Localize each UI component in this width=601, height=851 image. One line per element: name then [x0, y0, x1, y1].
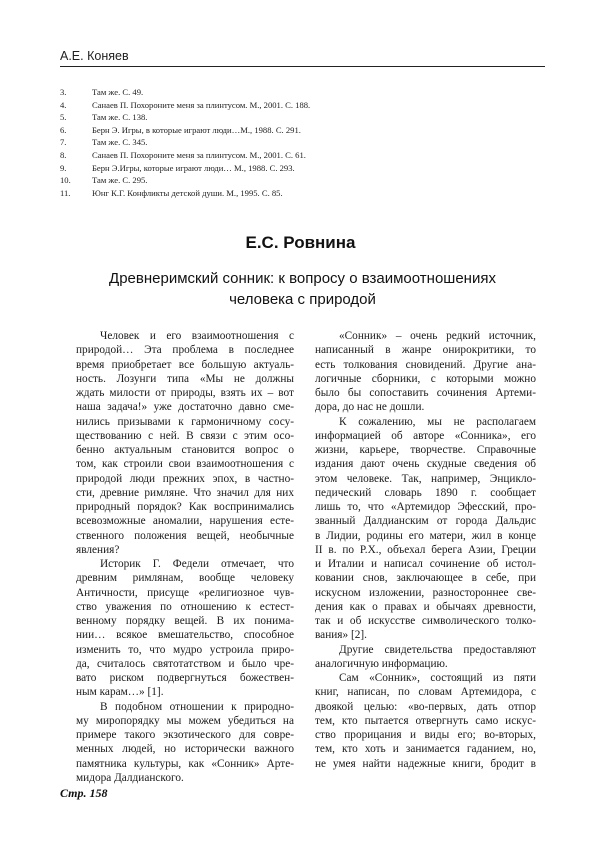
text-line: время приобретает все большую актуаль- [76, 358, 294, 371]
text-line: ковании снов, заключающее в себе, при [315, 572, 536, 585]
text-line: званный Далдианским от города Дальдис [315, 515, 536, 528]
text-line: природой люди прежних эпох, в частно- [76, 472, 294, 485]
text-line: книг, написан, по словам Артемидора, с [315, 686, 536, 699]
reference-text: Санаев П. Похороните меня за плинтусом. М., 2001. С. 188. [92, 99, 311, 110]
text-line: не умея найти надежные книги, бродит в [315, 757, 536, 770]
text-line: природой… Эта проблема в последнее [76, 344, 294, 357]
reference-number: 7. [60, 137, 67, 148]
text-line: Другие свидетельства предоставляют [339, 643, 536, 656]
text-line: К сожалению, мы не располагаем [339, 415, 536, 428]
text-line: изменить то, что мудро устроила приро- [76, 643, 294, 656]
reference-list [60, 86, 540, 199]
text-line: примере такого экзотического для совре- [76, 729, 294, 741]
text-line: ственного положения вещей, необычные [76, 529, 294, 542]
text-line: тем, кто пытается отвергнуть само искус- [315, 714, 536, 727]
reference-item [60, 99, 540, 112]
text-line: этом человеке. Так, например, Энцикло- [315, 472, 536, 485]
reference-item [60, 174, 540, 187]
reference-item [60, 86, 540, 99]
reference-text: Там же. С. 138. [92, 112, 148, 123]
reference-item [60, 124, 540, 137]
right-column [315, 329, 536, 771]
text-line: му миропорядку мы можем убедиться на [76, 714, 294, 727]
reference-number: 10. [60, 175, 71, 186]
reference-item [60, 149, 540, 162]
text-line: ществованию с ней. В связи с этим осо- [76, 429, 294, 442]
text-line: написанный в жанре онирокритики, то [315, 344, 536, 357]
text-line: издания дают очень скудные сведения об [315, 458, 536, 471]
text-line: дора, до нас не дошли. [315, 401, 425, 414]
text-line: нии… всякое вмешательство, способное [76, 629, 294, 642]
text-line: нились призывами к гармоничному сосу- [76, 415, 294, 428]
text-line: Сам «Сонник», состоящий из пяти [339, 672, 536, 684]
text-line: менных людей, но исторически важного [76, 743, 294, 756]
text-line: аналогичную информацию. [315, 657, 448, 670]
reference-item [60, 111, 540, 124]
text-line: ство прорицания и виды его; во-вторых, [315, 729, 536, 741]
text-line: ность. Лозунги типа «Мы не должны [76, 372, 294, 385]
reference-number: 9. [60, 162, 67, 173]
text-line: ным карам…» [1]. [76, 686, 164, 699]
text-line: II в. по Р.Х., объехал берега Азии, Греции [315, 543, 536, 556]
reference-text: Там же. С. 345. [92, 137, 148, 148]
text-line: наша задача!» уже достаточно давно сме- [76, 401, 294, 414]
left-column [76, 329, 294, 785]
reference-number: 4. [60, 99, 67, 110]
text-line: педический словарь 1890 г. сообщает [315, 486, 536, 499]
text-line: жизни, карьере, творчестве. Справочные [315, 444, 536, 456]
text-line: было бы сопоставить сочинения Артеми- [315, 387, 536, 399]
text-line: логичные сборники, с которыми можно [315, 372, 536, 385]
text-line: тем, кто хоть и занимается гаданием, но, [315, 743, 536, 756]
text-line: лишь то, что «Артемидор Эфесский, про- [315, 501, 536, 513]
text-line: мидора Далдианского. [76, 771, 184, 784]
text-line: есть толкования сновидений. Другие ана- [315, 358, 536, 371]
text-line: природный порядок? Как воспринимались [76, 501, 294, 513]
text-line: Античности, присуще «религиозное чув- [76, 586, 294, 599]
text-line: и Италии и написал сочинение об истол- [315, 558, 536, 570]
text-line: «Сонник» – очень редкий источник, [339, 330, 536, 342]
text-line: том, как строили свои взаимоотношения с [76, 458, 294, 471]
reference-item [60, 162, 540, 175]
reference-item [60, 187, 540, 200]
text-line: памятника культуры, как «Сонник» Арте- [76, 757, 294, 770]
reference-number: 6. [60, 124, 67, 135]
text-line: искусном изложении, разностороннее све- [315, 586, 536, 599]
reference-number: 3. [60, 87, 67, 97]
reference-item [60, 136, 540, 149]
page-number: Стр. 158 [60, 786, 108, 800]
text-line: ждать милости от природы, взять их – вот [76, 387, 294, 399]
reference-text: Там же. С. 295. [92, 175, 148, 186]
reference-text: Берн Э. Игры, в которые играют люди…М., 1988. С. 291. [92, 124, 301, 135]
reference-text: Юнг К.Г. Конфликты детской души. М., 1995. С. 85. [92, 187, 283, 198]
text-line: вато риском подвергнуться божествен- [76, 672, 294, 684]
reference-text: Санаев П. Похороните меня за плинтусом. М., 2001. С. 61. [92, 149, 306, 160]
text-line: двоякой целью: «во-первых, дать отпор [315, 700, 536, 713]
text-line: венному порядку вещей. В их понима- [76, 615, 294, 627]
title-line: Древнеримский сонник: к вопросу о взаимоотношениях [109, 270, 496, 287]
text-line: вания» [2]. [315, 629, 367, 642]
text-line: явления? [76, 543, 120, 556]
text-line: в Лидии, родины его матери, жил в конце [315, 529, 536, 542]
article-author: Е.С. Ровнина [245, 233, 356, 252]
text-line: Человек и его взаимоотношения с [100, 330, 294, 342]
title-line: человека с природой [229, 291, 376, 308]
reference-number: 5. [60, 112, 67, 123]
text-line: дения как о правах и обычаях древности, [315, 600, 536, 613]
text-line: ство уважения по отношению к естест- [76, 600, 294, 613]
text-line: В подобном отношении к природно- [100, 700, 294, 713]
text-line: сти, древние римляне. Что значил для них [76, 486, 294, 499]
article-title [60, 268, 545, 310]
reference-number: 11. [60, 187, 71, 198]
header-rule [60, 66, 545, 67]
reference-number: 8. [60, 149, 67, 160]
text-line: так и об искусстве символического толко- [315, 615, 536, 627]
text-line: да, считалось святотатством и было чре- [76, 657, 294, 670]
text-line: древним римлянам, вообще человеку [76, 572, 294, 585]
text-line: бенно актуальным становится вопрос о [76, 444, 294, 456]
text-line: информацией об авторе «Сонника», его [315, 429, 536, 442]
reference-text: Там же. С. 49. [92, 87, 144, 97]
text-line: Историк Г. Федели отмечает, что [100, 558, 294, 570]
text-line: всевозможные аномалии, нарушения есте- [76, 515, 294, 528]
running-head: А.Е. Коняев [60, 49, 129, 63]
reference-text: Берн Э.Игры, которые играют люди… М., 1988. С. 293. [92, 162, 295, 173]
